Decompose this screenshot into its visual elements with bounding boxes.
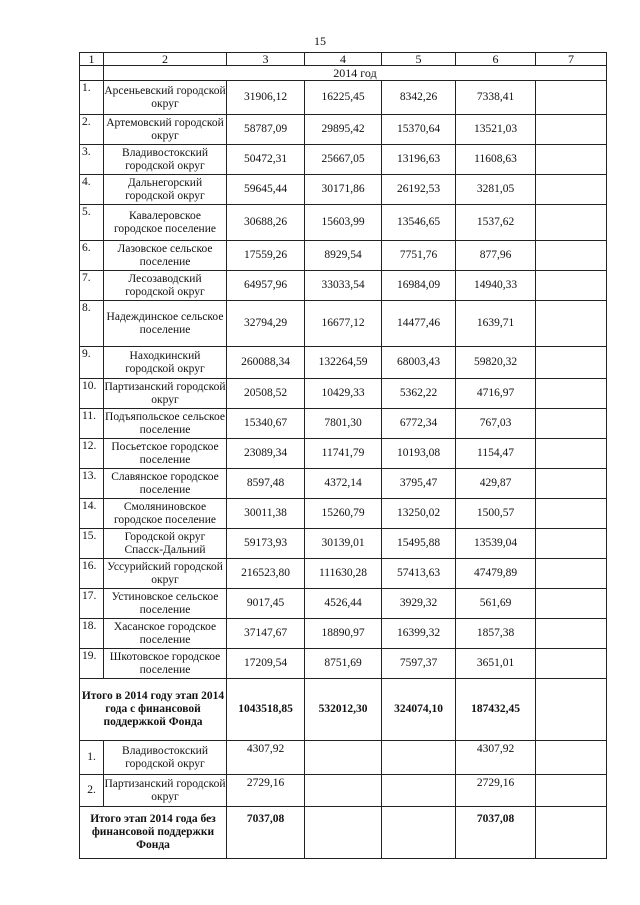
value-cell-v5: 15495,88 [382, 529, 456, 559]
municipality-name: Надеждинское сельское поселение [104, 301, 227, 347]
row-number: 17. [80, 589, 104, 619]
value-cell-v4: 16677,12 [305, 301, 382, 347]
total-with-fund-v6: 187432,45 [456, 679, 536, 741]
row-number: 1. [80, 741, 104, 775]
table-row [80, 499, 607, 529]
total-without-fund-v6: 7037,08 [456, 807, 536, 859]
column-number: 3 [227, 53, 305, 66]
column-number: 6 [456, 53, 536, 66]
total-without-fund-v5 [382, 807, 456, 859]
value-cell-v7 [536, 439, 607, 469]
value-cell-v7 [536, 175, 607, 205]
municipality-name: Шкотовское городское поселение [104, 649, 227, 679]
value-cell-v3: 17559,26 [227, 241, 305, 271]
value-cell-v3: 216523,80 [227, 559, 305, 589]
value-cell-v3: 37147,67 [227, 619, 305, 649]
municipality-name: Устиновское сельское поселение [104, 589, 227, 619]
row-number: 6. [80, 241, 104, 271]
row-number: 2. [80, 115, 104, 145]
value-cell-v6: 1154,47 [456, 439, 536, 469]
value-cell-v6: 4716,97 [456, 379, 536, 409]
value-cell-v5: 16399,32 [382, 619, 456, 649]
total-with-fund-v7 [536, 679, 607, 741]
row-number: 7. [80, 271, 104, 301]
value-cell-v4: 7801,30 [305, 409, 382, 439]
year-row-blank [80, 66, 104, 81]
municipality-name: Партизанский городской округ [104, 379, 227, 409]
value-cell-v6: 13521,03 [456, 115, 536, 145]
value-cell-v6: 7338,41 [456, 81, 536, 115]
value-cell-v3: 23089,34 [227, 439, 305, 469]
value-cell-v5: 14477,46 [382, 301, 456, 347]
total-without-fund-v7 [536, 807, 607, 859]
total-with-fund-v4: 532012,30 [305, 679, 382, 741]
row-number: 3. [80, 145, 104, 175]
value-cell-v7 [536, 347, 607, 379]
column-number-header-row [80, 53, 607, 66]
table-row [80, 619, 607, 649]
value-cell-v5: 13250,02 [382, 499, 456, 529]
value-cell-v3: 64957,96 [227, 271, 305, 301]
total-without-fund-label: Итого этап 2014 года без финансовой поддержки Фонда [80, 807, 227, 859]
value-cell-v7 [536, 81, 607, 115]
value-cell-v3: 8597,48 [227, 469, 305, 499]
value-cell-v7 [536, 271, 607, 301]
value-cell-v6: 2729,16 [456, 775, 536, 807]
table-row [80, 81, 607, 115]
row-number: 14. [80, 499, 104, 529]
value-cell-v4: 4526,44 [305, 589, 382, 619]
table-row [80, 301, 607, 347]
value-cell-v6: 1500,57 [456, 499, 536, 529]
municipality-name: Хасанское городское поселение [104, 619, 227, 649]
year-label: 2014 год [104, 66, 607, 81]
municipality-name: Дальнегорский городской округ [104, 175, 227, 205]
table-row [80, 175, 607, 205]
value-cell-v4: 8751,69 [305, 649, 382, 679]
value-cell-v6: 3651,01 [456, 649, 536, 679]
value-cell-v4: 132264,59 [305, 347, 382, 379]
value-cell-v4: 30139,01 [305, 529, 382, 559]
value-cell-v5: 7597,37 [382, 649, 456, 679]
row-number: 19. [80, 649, 104, 679]
value-cell-v7 [536, 469, 607, 499]
value-cell-v7 [536, 649, 607, 679]
value-cell-v4: 30171,86 [305, 175, 382, 205]
value-cell-v5: 13196,63 [382, 145, 456, 175]
budget-table [79, 52, 607, 859]
total-without-fund-v3: 7037,08 [227, 807, 305, 859]
municipality-name: Арсеньевский городской округ [104, 81, 227, 115]
value-cell-v3: 17209,54 [227, 649, 305, 679]
municipality-name: Владивостокский городской округ [104, 145, 227, 175]
value-cell-v7 [536, 529, 607, 559]
value-cell-v7 [536, 241, 607, 271]
value-cell-v6: 1857,38 [456, 619, 536, 649]
value-cell-v4: 4372,14 [305, 469, 382, 499]
total-with-fund-row [80, 679, 607, 741]
value-cell-v6: 429,87 [456, 469, 536, 499]
value-cell-v3: 30688,26 [227, 205, 305, 241]
value-cell-v7 [536, 499, 607, 529]
value-cell-v6: 1537,62 [456, 205, 536, 241]
value-cell-v3: 20508,52 [227, 379, 305, 409]
value-cell-v6: 4307,92 [456, 741, 536, 775]
value-cell-v5 [382, 741, 456, 775]
value-cell-v5: 6772,34 [382, 409, 456, 439]
value-cell-v7 [536, 559, 607, 589]
value-cell-v3: 50472,31 [227, 145, 305, 175]
table-row [80, 409, 607, 439]
row-number: 1. [80, 81, 104, 115]
municipality-name: Находкинский городской округ [104, 347, 227, 379]
municipality-name: Владивостокский городской округ [104, 741, 227, 775]
table-row [80, 469, 607, 499]
page-number: 15 [314, 34, 326, 48]
municipality-name: Лазовское сельское поселение [104, 241, 227, 271]
value-cell-v4: 29895,42 [305, 115, 382, 145]
value-cell-v6: 11608,63 [456, 145, 536, 175]
value-cell-v3: 32794,29 [227, 301, 305, 347]
value-cell-v5: 15370,64 [382, 115, 456, 145]
total-without-fund-row [80, 807, 607, 859]
value-cell-v5: 26192,53 [382, 175, 456, 205]
value-cell-v6: 3281,05 [456, 175, 536, 205]
municipality-name: Кавалеровское городское поселение [104, 205, 227, 241]
municipality-name: Посьетское городское поселение [104, 439, 227, 469]
value-cell-v4: 10429,33 [305, 379, 382, 409]
value-cell-v5: 3795,47 [382, 469, 456, 499]
municipality-name: Славянское городское поселение [104, 469, 227, 499]
value-cell-v5: 57413,63 [382, 559, 456, 589]
value-cell-v4: 8929,54 [305, 241, 382, 271]
row-number: 5. [80, 205, 104, 241]
value-cell-v3: 9017,45 [227, 589, 305, 619]
value-cell-v4: 18890,97 [305, 619, 382, 649]
value-cell-v6: 14940,33 [456, 271, 536, 301]
value-cell-v5: 8342,26 [382, 81, 456, 115]
table-row-without-fund [80, 741, 607, 775]
value-cell-v7 [536, 301, 607, 347]
table-row [80, 271, 607, 301]
value-cell-v7 [536, 619, 607, 649]
column-number: 5 [382, 53, 456, 66]
value-cell-v3: 58787,09 [227, 115, 305, 145]
value-cell-v3: 59173,93 [227, 529, 305, 559]
value-cell-v4: 11741,79 [305, 439, 382, 469]
table-row [80, 529, 607, 559]
value-cell-v3: 59645,44 [227, 175, 305, 205]
value-cell-v5 [382, 775, 456, 807]
value-cell-v6: 561,69 [456, 589, 536, 619]
value-cell-v5: 3929,32 [382, 589, 456, 619]
table-row [80, 115, 607, 145]
value-cell-v3: 15340,67 [227, 409, 305, 439]
municipality-name: Партизанский городской округ [104, 775, 227, 807]
total-with-fund-v5: 324074,10 [382, 679, 456, 741]
column-number: 2 [104, 53, 227, 66]
municipality-name: Уссурийский городской округ [104, 559, 227, 589]
value-cell-v3: 4307,92 [227, 741, 305, 775]
row-number: 10. [80, 379, 104, 409]
value-cell-v7 [536, 205, 607, 241]
row-number: 12. [80, 439, 104, 469]
value-cell-v4 [305, 741, 382, 775]
value-cell-v5: 7751,76 [382, 241, 456, 271]
value-cell-v3: 31906,12 [227, 81, 305, 115]
table-row [80, 347, 607, 379]
municipality-name: Лесозаводский городской округ [104, 271, 227, 301]
table-row [80, 589, 607, 619]
row-number: 11. [80, 409, 104, 439]
value-cell-v4: 15603,99 [305, 205, 382, 241]
value-cell-v3: 30011,38 [227, 499, 305, 529]
row-number: 18. [80, 619, 104, 649]
column-number: 7 [536, 53, 607, 66]
municipality-name: Смоляниновское городское поселение [104, 499, 227, 529]
value-cell-v7 [536, 115, 607, 145]
table-row [80, 649, 607, 679]
value-cell-v6: 877,96 [456, 241, 536, 271]
row-number: 4. [80, 175, 104, 205]
municipality-name: Подъяпольское сельское поселение [104, 409, 227, 439]
value-cell-v7 [536, 379, 607, 409]
column-number: 1 [80, 53, 104, 66]
value-cell-v7 [536, 741, 607, 775]
value-cell-v5: 13546,65 [382, 205, 456, 241]
value-cell-v6: 13539,04 [456, 529, 536, 559]
municipality-name: Городской округ Спасск-Дальний [104, 529, 227, 559]
value-cell-v5: 68003,43 [382, 347, 456, 379]
value-cell-v7 [536, 409, 607, 439]
value-cell-v6: 767,03 [456, 409, 536, 439]
value-cell-v4: 111630,28 [305, 559, 382, 589]
value-cell-v6: 59820,32 [456, 347, 536, 379]
value-cell-v4: 25667,05 [305, 145, 382, 175]
table-row [80, 205, 607, 241]
row-number: 2. [80, 775, 104, 807]
value-cell-v4 [305, 775, 382, 807]
value-cell-v7 [536, 775, 607, 807]
value-cell-v4: 33033,54 [305, 271, 382, 301]
municipality-name: Артемовский городской округ [104, 115, 227, 145]
value-cell-v6: 1639,71 [456, 301, 536, 347]
row-number: 13. [80, 469, 104, 499]
value-cell-v3: 2729,16 [227, 775, 305, 807]
value-cell-v5: 16984,09 [382, 271, 456, 301]
row-number: 16. [80, 559, 104, 589]
table-row [80, 439, 607, 469]
table-row-without-fund [80, 775, 607, 807]
value-cell-v5: 10193,08 [382, 439, 456, 469]
table-row [80, 145, 607, 175]
value-cell-v4: 15260,79 [305, 499, 382, 529]
value-cell-v3: 260088,34 [227, 347, 305, 379]
total-without-fund-v4 [305, 807, 382, 859]
table-row [80, 241, 607, 271]
row-number: 15. [80, 529, 104, 559]
table-row [80, 559, 607, 589]
value-cell-v7 [536, 589, 607, 619]
value-cell-v4: 16225,45 [305, 81, 382, 115]
total-with-fund-label: Итого в 2014 году этап 2014 года с финансовой поддержкой Фонда [80, 679, 227, 741]
value-cell-v7 [536, 145, 607, 175]
row-number: 8. [80, 301, 104, 347]
table-row [80, 379, 607, 409]
row-number: 9. [80, 347, 104, 379]
value-cell-v5: 5362,22 [382, 379, 456, 409]
column-number: 4 [305, 53, 382, 66]
total-with-fund-v3: 1043518,85 [227, 679, 305, 741]
year-row [80, 66, 607, 81]
value-cell-v6: 47479,89 [456, 559, 536, 589]
